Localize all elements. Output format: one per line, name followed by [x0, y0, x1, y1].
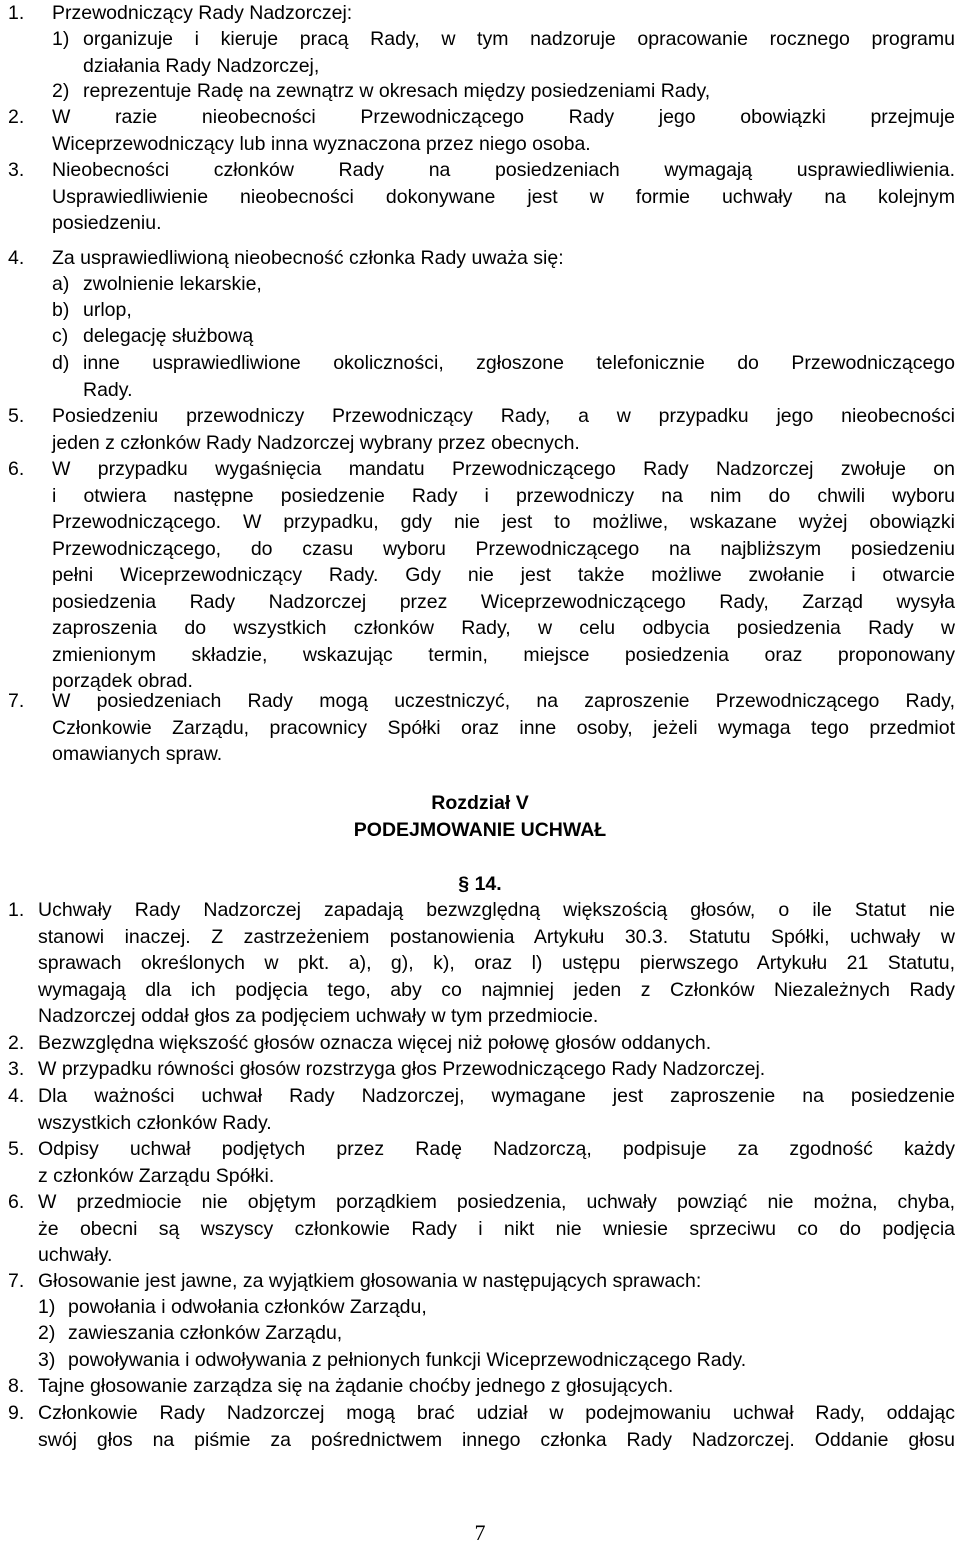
- rule-item-line: Przewodniczący Rady Nadzorczej:: [52, 2, 353, 24]
- rule-item-number: d): [52, 352, 70, 374]
- resolution-item-line: swój głos na piśmie za pośrednictwem innego członka Rady Nadzorczej. Oddanie głosu: [38, 1428, 955, 1451]
- rule-item-line: inne usprawiedliwione okoliczności, zgłoszone telefonicznie do Przewodniczącego: [83, 352, 955, 374]
- rule-item-line: działania Rady Nadzorczej,: [83, 54, 320, 77]
- rule-item-line: W posiedzeniach Rady mogą uczestniczyć, na zaproszenie Przewodniczącego Rady,: [52, 690, 955, 712]
- rule-item-line: i otwiera następne posiedzenie Rady i przewodniczy na nim do chwili wyboru: [52, 484, 955, 507]
- section-number-text: 14.: [474, 873, 502, 895]
- resolution-item-number: 4.: [8, 1085, 25, 1107]
- resolution-item-line: powołania i odwołania członków Zarządu,: [68, 1296, 427, 1318]
- resolution-item-line: Głosowanie jest jawne, za wyjątkiem głosowania w następujących sprawach:: [38, 1270, 702, 1292]
- rule-item-number: 1): [52, 28, 70, 50]
- resolution-item-line: wszystkich członków Rady.: [38, 1111, 272, 1134]
- resolution-item-line: stanowi inaczej. Z zastrzeżeniem postanowienia Artykułu 30.3. Statutu Spółki, uchwały w: [38, 925, 955, 948]
- rule-item-number: b): [52, 299, 70, 321]
- rule-item-number: c): [52, 325, 69, 347]
- rule-item-line: pełni Wiceprzewodniczący Rady. Gdy nie jest także możliwe zwołanie i otwarcie: [52, 564, 955, 586]
- chapter-title: Rozdział V: [431, 792, 529, 814]
- resolution-item-line: Odpisy uchwał podjętych przez Radę Nadzorczą, podpisuje za zgodność każdy: [38, 1138, 955, 1160]
- rule-item-line: Posiedzeniu przewodniczy Przewodniczący Rady, a w przypadku jego nieobecności: [52, 405, 955, 427]
- rule-item-line: Przewodniczącego, do czasu wyboru Przewodniczącego na najbliższym posiedzeniu: [52, 537, 955, 560]
- rule-item-number: 3.: [8, 159, 25, 181]
- rule-item-number: 5.: [8, 405, 25, 427]
- rule-item-number: 4.: [8, 247, 25, 269]
- rule-item-number: 7.: [8, 690, 25, 712]
- resolution-item-number: 3.: [8, 1058, 25, 1080]
- resolution-item-number: 9.: [8, 1402, 25, 1424]
- rule-item-number: 2.: [8, 106, 25, 128]
- resolution-item-line: Bezwzględna większość głosów oznacza więcej niż połowę głosów oddanych.: [38, 1032, 712, 1054]
- rule-item-line: Członkowie Zarządu, pracownicy Spółki oraz inne osoby, jeżeli wymaga tego przedmiot: [52, 716, 955, 739]
- resolution-item-number: 1): [38, 1296, 56, 1318]
- resolution-item-number: 8.: [8, 1375, 25, 1397]
- rule-item-line: reprezentuje Radę na zewnątrz w okresach między posiedzeniami Rady,: [83, 80, 711, 102]
- rule-item-line: posiedzenia Rady Nadzorczej przez Wiceprzewodniczącego Rady, Zarząd wysyła: [52, 590, 955, 613]
- resolution-item-line: uchwały.: [38, 1244, 113, 1266]
- resolution-item-line: Nadzorczej oddał głos za podjęciem uchwały w tym przedmiocie.: [38, 1005, 599, 1027]
- resolution-item-line: W przypadku równości głosów rozstrzyga głos Przewodniczącego Rady Nadzorczej.: [38, 1058, 766, 1080]
- resolution-item-line: Tajne głosowanie zarządza się na żądanie choćby jednego z głosujących.: [38, 1375, 674, 1397]
- resolution-item-line: W przedmiocie nie objętym porządkiem posiedzenia, uchwały powziąć nie można, chyba,: [38, 1191, 955, 1213]
- rule-item-line: zwolnienie lekarskie,: [83, 273, 262, 295]
- rule-item-line: Nieobecności członków Rady na posiedzeniach wymagają usprawiedliwienia.: [52, 159, 955, 181]
- resolution-item-line: Uchwały Rady Nadzorczej zapadają bezwzględną większością głosów, o ile Statut nie: [38, 899, 955, 921]
- rule-item-line: posiedzeniu.: [52, 212, 162, 234]
- resolution-item-number: 1.: [8, 899, 25, 921]
- rule-item-line: omawianych spraw.: [52, 743, 223, 765]
- resolution-item-number: 7.: [8, 1270, 25, 1292]
- chapter-subtitle: PODEJMOWANIE UCHWAŁ: [353, 819, 607, 841]
- resolution-item-line: Dla ważności uchwał Rady Nadzorczej, wymagane jest zaproszenie na posiedzenie: [38, 1085, 955, 1107]
- resolution-item-line: sprawach określonych w pkt. a), g), k), oraz l) ustępu pierwszego Artykułu 21 Statutu,: [38, 952, 955, 974]
- rule-item-line: Za usprawiedliwioną nieobecność członka Rady uważa się:: [52, 247, 564, 269]
- rule-item-line: Wiceprzewodniczący lub inna wyznaczona przez niego osoba.: [52, 132, 591, 155]
- resolution-item-number: 2.: [8, 1032, 25, 1054]
- rule-item-line: W przypadku wygaśnięcia mandatu Przewodniczącego Rady Nadzorczej zwołuje on: [52, 458, 955, 480]
- rule-item-line: Usprawiedliwienie nieobecności dokonywane jest w formie uchwały na kolejnym: [52, 185, 955, 208]
- resolution-item-line: wymagają dla ich podjęcia tego, aby co najmniej jeden z Członków Niezależnych Rady: [38, 978, 955, 1001]
- rule-item-line: zaproszenia do wszystkich członków Rady, w celu odbycia posiedzenia Rady w: [52, 617, 955, 639]
- resolution-item-number: 3): [38, 1349, 56, 1371]
- rule-item-line: delegację służbową: [83, 325, 254, 347]
- resolution-item-number: 5.: [8, 1138, 25, 1160]
- rule-item-number: 1.: [8, 2, 25, 24]
- resolution-item-number: 2): [38, 1322, 56, 1344]
- resolution-item-line: z członków Zarządu Spółki.: [38, 1164, 275, 1187]
- resolution-item-line: że obecni są wszyscy członkowie Rady i nikt nie wniesie sprzeciwu co do podjęcia: [38, 1217, 955, 1240]
- section-sign-icon: §: [458, 873, 470, 895]
- rule-item-line: zmienionym składzie, wskazując termin, miejsce posiedzenia oraz proponowany: [52, 643, 955, 666]
- rule-item-line: porządek obrad.: [52, 670, 193, 692]
- page-number: 7: [474, 1520, 486, 1545]
- resolution-item-line: zawieszania członków Zarządu,: [68, 1322, 343, 1344]
- resolution-item-line: Członkowie Rady Nadzorczej mogą brać udział w podejmowaniu uchwał Rady, oddając: [38, 1402, 955, 1424]
- rule-item-line: Przewodniczącego. W przypadku, gdy nie jest to możliwe, wskazane wyżej obowiązki: [52, 511, 955, 533]
- rule-item-line: urlop,: [83, 299, 132, 321]
- rule-item-line: Rady.: [83, 378, 133, 401]
- rule-item-line: jeden z członków Rady Nadzorczej wybrany przez obecnych.: [52, 431, 580, 454]
- section-number: [0, 871, 960, 897]
- rule-item-number: 2): [52, 80, 70, 102]
- resolution-item-line: powoływania i odwoływania z pełnionych funkcji Wiceprzewodniczącego Rady.: [68, 1349, 747, 1371]
- rule-item-number: a): [52, 273, 70, 295]
- rule-item-line: W razie nieobecności Przewodniczącego Rady jego obowiązki przejmuje: [52, 106, 955, 128]
- rule-item-number: 6.: [8, 458, 25, 480]
- rule-item-line: organizuje i kieruje pracą Rady, w tym nadzoruje opracowanie rocznego programu: [83, 28, 955, 50]
- resolution-item-number: 6.: [8, 1191, 25, 1213]
